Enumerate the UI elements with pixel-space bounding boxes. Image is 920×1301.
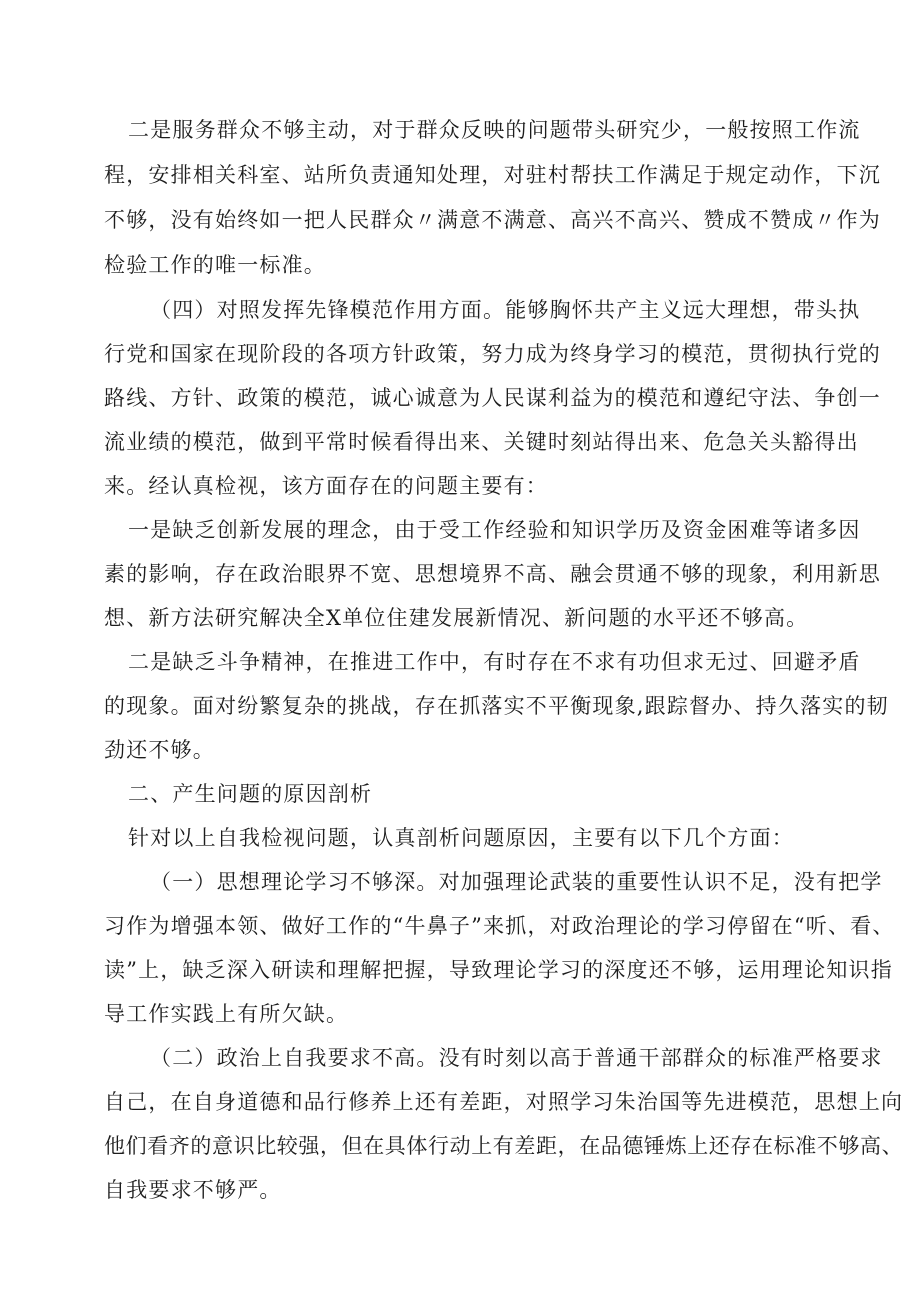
paragraph-line: （一）思想理论学习不够深。对加强理论武装的重要性认识不足，没有把学 [150, 870, 883, 894]
section-heading: 二、产生问题的原因剖析 [128, 782, 373, 806]
paragraph-line: 一是缺乏创新发展的理念，由于受工作经验和知识学历及资金困难等诸多因 [128, 518, 861, 542]
paragraph-line: 自我要求不够严。 [104, 1178, 282, 1202]
paragraph-line: 劲还不够。 [104, 738, 215, 762]
paragraph-line: （二）政治上自我要求不高。没有时刻以高于普通干部群众的标准严格要求 [150, 1046, 883, 1070]
paragraph-line: 自己，在自身道德和品行修养上还有差距，对照学习朱治国等先进模范，思想上向 [104, 1090, 904, 1114]
paragraph-line: （四）对照发挥先锋模范作用方面。能够胸怀共产主义远大理想，带头执 [150, 298, 861, 322]
paragraph-line: 检验工作的唯一标准。 [104, 253, 326, 277]
paragraph-line: 针对以上自我检视问题，认真剖析问题原因，主要有以下几个方面： [128, 826, 794, 850]
paragraph-line: 二是服务群众不够主动，对于群众反映的问题带头研究少，一般按照工作流 [128, 118, 861, 142]
paragraph-line: 二是缺乏斗争精神，在推进工作中，有时存在不求有功但求无过、回避矛盾 [128, 650, 861, 674]
paragraph-line: 习作为增强本领、做好工作的“牛鼻子”来抓，对政治理论的学习停留在“听、看、 [104, 914, 895, 938]
paragraph-line: 程，安排相关科室、站所负责通知处理，对驻村帮扶工作满足于规定动作，下沉 [104, 163, 881, 187]
paragraph-line: 读”上，缺乏深入研读和理解把握，导致理论学习的深度还不够，运用理论知识指 [104, 958, 893, 982]
paragraph-line: 路线、方针、政策的模范，诚心诚意为人民谋利益为的模范和遵纪守法、争创一 [104, 386, 881, 410]
paragraph-line: 来。经认真检视，该方面存在的问题主要有： [104, 474, 548, 498]
paragraph-line: 行党和国家在现阶段的各项方针政策，努力成为终身学习的模范，贯彻执行党的 [104, 342, 881, 366]
paragraph-line: 流业绩的模范，做到平常时候看得出来、关键时刻站得出来、危急关头豁得出 [104, 430, 859, 454]
paragraph-line: 想、新方法研究解决全X单位住建发展新情况、新问题的水平还不够高。 [104, 606, 809, 630]
paragraph-line: 导工作实践上有所欠缺。 [104, 1002, 349, 1026]
paragraph-line: 他们看齐的意识比较强，但在具体行动上有差距，在品德锤炼上还存在标准不够高、 [104, 1134, 904, 1158]
paragraph-line: 的现象。面对纷繁复杂的挑战，存在抓落实不平衡现象,跟踪督办、持久落实的韧 [104, 694, 889, 718]
paragraph-line: 不够，没有始终如一把人民群众〃满意不满意、高兴不高兴、赞成不赞成〃作为 [104, 208, 881, 232]
paragraph-line: 素的影响，存在政治眼界不宽、思想境界不高、融会贯通不够的现象，利用新思 [104, 562, 881, 586]
